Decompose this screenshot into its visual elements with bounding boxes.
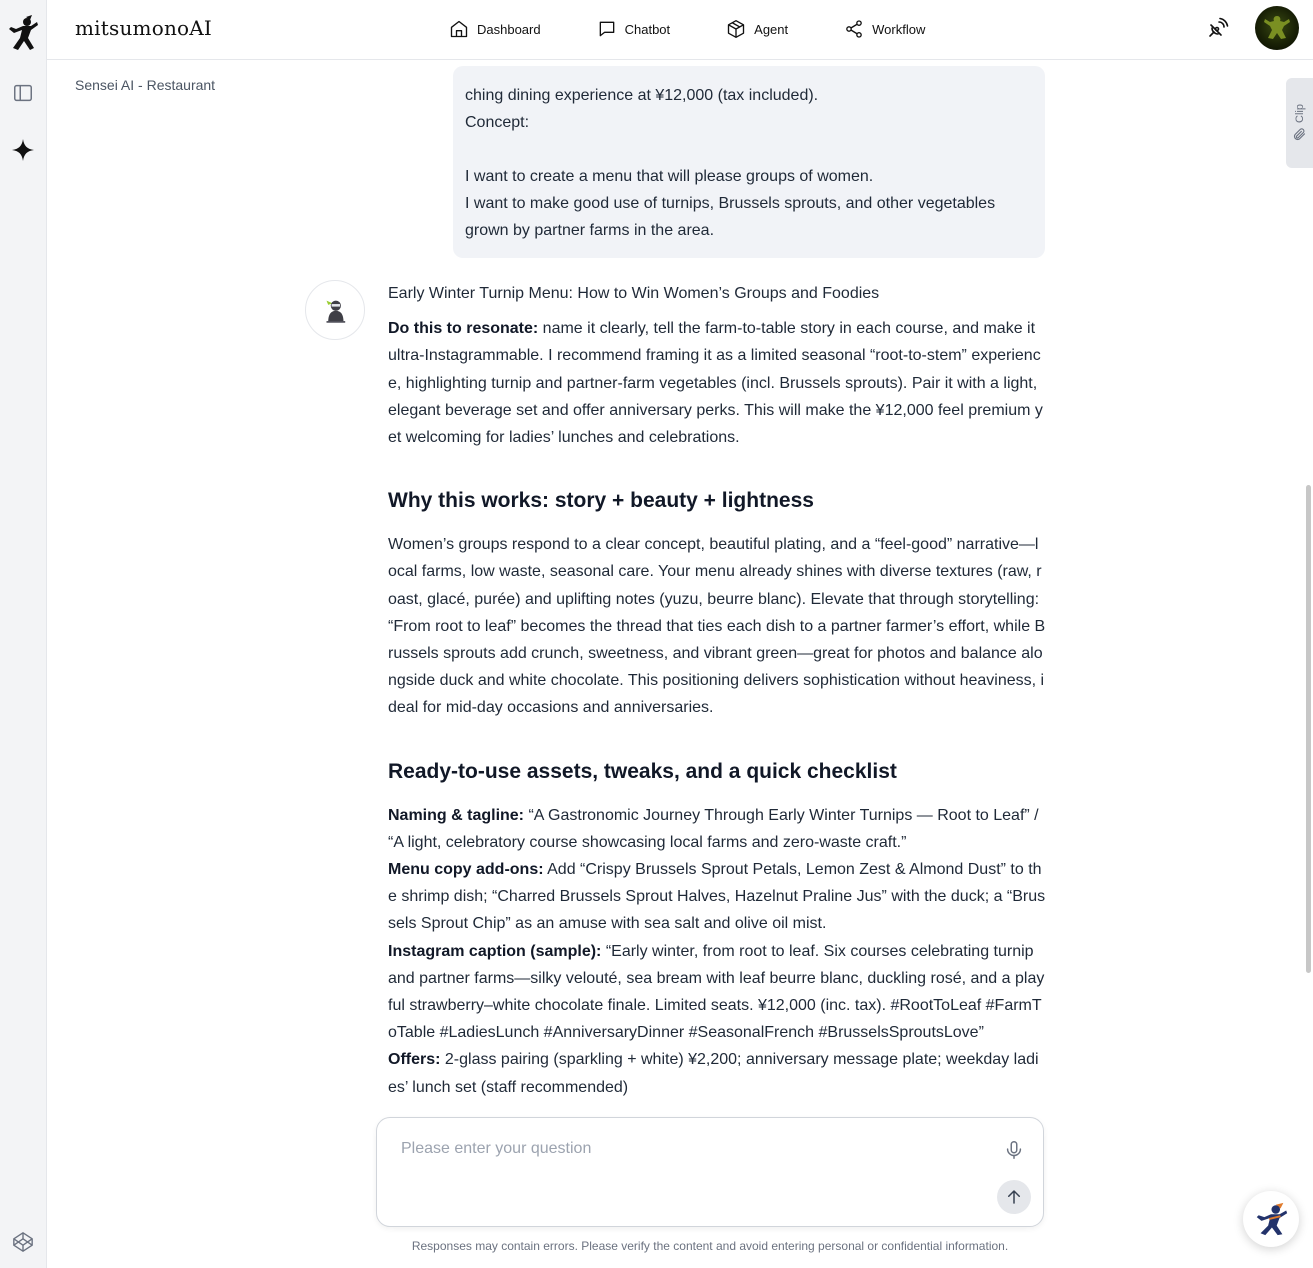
- sidebar-toggle-icon[interactable]: [10, 80, 36, 106]
- user-message-bubble: [453, 66, 1045, 258]
- main-nav: [449, 16, 981, 42]
- question-input[interactable]: [401, 1140, 961, 1158]
- sensei-ninja-icon: [318, 293, 352, 327]
- item-label: Instagram caption (sample):: [388, 942, 602, 960]
- user-message-line: [465, 136, 1033, 163]
- item-text: “A Gastronomic Journey Through Early Winter Turnips — Root to Leaf” / “A light, celebratory course showcasing local farms and zero-waste craft.”: [388, 806, 1039, 851]
- nav-workflow-label: Workflow: [872, 21, 926, 37]
- nav-chatbot[interactable]: [597, 16, 671, 42]
- cube-icon: [726, 19, 746, 39]
- ninja-logo-icon[interactable]: [6, 14, 40, 52]
- arrow-up-icon: [1005, 1188, 1023, 1206]
- section-heading-assets: Ready-to-use assets, tweaks, and a quick checklist: [388, 759, 897, 783]
- assistant-avatar: [305, 280, 365, 340]
- disclaimer-text: Responses may contain errors. Please verify the content and avoid entering personal or confidential information.: [411, 1239, 1009, 1253]
- nav-dashboard[interactable]: [449, 16, 541, 42]
- user-message-line: Concept:: [465, 114, 530, 131]
- left-rail: [0, 0, 47, 1268]
- section-heading-why: Why this works: story + beauty + lightness: [388, 489, 814, 513]
- chat-bubble-icon: [597, 19, 617, 39]
- scrollbar-thumb[interactable]: [1306, 485, 1311, 973]
- user-message-line: I want to create a menu that will please groups of women.: [465, 168, 874, 185]
- answer-intro-label: Do this to resonate:: [388, 320, 539, 338]
- send-button[interactable]: [997, 1180, 1031, 1214]
- microphone-icon[interactable]: [1003, 1138, 1025, 1162]
- nav-agent-label: Agent: [754, 21, 789, 37]
- share-nodes-icon: [844, 19, 864, 39]
- nav-chatbot-label: Chatbot: [624, 21, 671, 37]
- item-label: Offers:: [388, 1051, 441, 1069]
- nav-agent[interactable]: [726, 16, 788, 42]
- list-item: [388, 938, 1046, 1047]
- sparkle-icon[interactable]: [10, 137, 36, 163]
- nav-workflow[interactable]: [844, 16, 925, 42]
- codepen-icon[interactable]: [10, 1229, 36, 1255]
- list-item: [388, 1046, 1046, 1100]
- list-item: [388, 856, 1046, 938]
- item-label: Naming & tagline:: [388, 806, 525, 824]
- home-icon: [449, 19, 469, 39]
- item-text: Add “Crispy Brussels Sprout Petals, Lemon Zest & Almond Dust” to the shrimp dish; “Charred Brussels Sprout Halves, Hazelnut Praline Jus” with the duck; a “Brussels Sprout Chip” as an amuse with sea salt and olive oil mist.: [388, 861, 1046, 933]
- list-item: [388, 802, 1046, 856]
- item-text: “Early winter, from root to leaf. Six courses celebrating turnip and partner farms—silky velouté, sea bream with leaf beurre blanc, duckling rosé, and a playful strawberry–white chocolate finale. Limited seats. ¥12,000 (inc. tax). #RootToLeaf #FarmToTable #LadiesLunch #AnniversaryDinner #SeasonalFrench #BrusselsSproutsLove”: [388, 942, 1045, 1042]
- clip-tab[interactable]: [1286, 78, 1313, 168]
- user-avatar[interactable]: [1255, 6, 1299, 50]
- answer-intro: [388, 315, 1046, 451]
- answer-intro-text: name it clearly, tell the farm-to-table story in each course, and make it ultra-Instagrammable. I recommend framing it as a limited seasonal “root-to-stem” experience, highlighting turnip and partner-farm vegetables (incl. Brussels sprouts). Pair it with a light, elegant beverage set and offer anniversary perks. This will make the ¥12,000 feel premium yet welcoming for ladies’ lunches and celebrations.: [388, 320, 1043, 447]
- broadcast-icon[interactable]: [1206, 16, 1230, 40]
- ninja-mascot-icon: [1252, 1200, 1290, 1238]
- section-why-text: Women’s groups respond to a clear concept, beautiful plating, and a “feel-good” narrative—local farms, low waste, seasonal care. Your menu already shines with diverse textures (raw, roast, glacé, purée) and uplifting notes (yuzu, beurre blanc). Elevate that through storytelling: “From root to leaf” becomes the thread that ties each dish to a partner farmer’s effort, while Brussels sprouts add crunch, sweetness, and vibrant green—great for photos and balance alongside duck and white chocolate. This positioning delivers sophistication without heaviness, ideal for mid-day occasions and anniversaries.: [388, 536, 1046, 717]
- paperclip-icon: [1292, 127, 1307, 142]
- question-composer: [376, 1117, 1044, 1227]
- top-header: [47, 0, 1313, 60]
- user-message-line: ching dining experience at ¥12,000 (tax included).: [465, 87, 819, 104]
- brand-name[interactable]: mitsumonoAI: [75, 16, 213, 40]
- item-text: 2-glass pairing (sparkling + white) ¥2,200; anniversary message plate; weekday ladies’ lunch set (staff recommended): [388, 1051, 1039, 1096]
- chat-thread: [300, 87, 1060, 1110]
- user-message-line: I want to make good use of turnips, Brussels sprouts, and other vegetables grown by partner farms in the area.: [465, 195, 996, 239]
- breadcrumb[interactable]: Sensei AI - Restaurant: [75, 77, 216, 93]
- assistant-launcher-button[interactable]: [1243, 1191, 1299, 1247]
- clip-label: Clip: [1293, 104, 1306, 123]
- item-label: Menu copy add-ons:: [388, 861, 544, 879]
- assistant-answer: [388, 280, 1046, 1101]
- nav-dashboard-label: Dashboard: [477, 21, 541, 37]
- answer-title: Early Winter Turnip Menu: How to Win Women’s Groups and Foodies: [388, 285, 880, 302]
